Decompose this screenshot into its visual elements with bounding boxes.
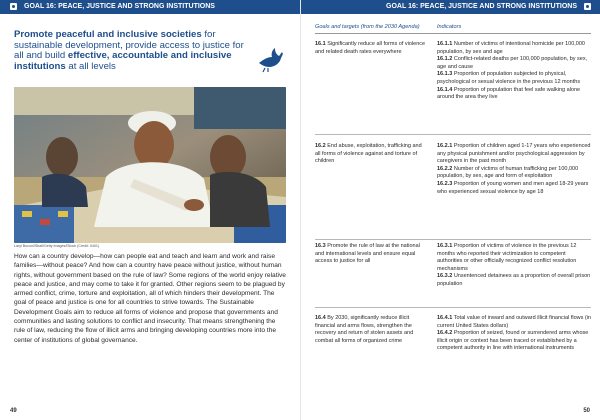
- indicator-text: Total value of inward and outward illicit financial flows (in current United States dollars): [437, 315, 591, 329]
- page-number-right: 50: [583, 408, 590, 414]
- page-number-left: 49: [10, 408, 17, 414]
- table-row: [315, 238, 591, 308]
- goal-headline: [14, 30, 254, 72]
- indicator-code: 16.2.1: [437, 143, 453, 149]
- headline-part2: for sustainable development, provide access to justice for all and build: [14, 29, 244, 62]
- indicator-text: Proportion of victims of violence in the previous 12 months who reported their victimization to competent authorities or other officially recognized conflict resolution mechanisms: [437, 243, 577, 272]
- indicator-text: Conflict-related deaths per 100,000 population, by sex, age and cause: [437, 56, 588, 70]
- indicator-item: [437, 143, 591, 166]
- target-code: 16.4: [315, 315, 326, 321]
- indicator-code: 16.2.2: [437, 165, 453, 172]
- table-row: [315, 310, 591, 390]
- header-band-right: [301, 0, 600, 14]
- photo-illustration: [14, 87, 286, 243]
- indicator-text: Proportion of seized, found or surrendered arms whose illicit origin or context has been traced or established by a competent authority in line with international instruments: [437, 330, 589, 352]
- indicator-item: [437, 181, 591, 196]
- headline-part3: effective, accountable and inclusive institutions: [14, 50, 232, 72]
- indicator-code: 16.1.4: [437, 86, 453, 93]
- indicator-item: [437, 41, 591, 56]
- target-cell: [315, 41, 427, 56]
- indicators-cell: [437, 243, 591, 289]
- goal-badge-icon: [10, 3, 17, 10]
- target-cell: [315, 143, 427, 166]
- indicator-text: Number of victims of intentional homicide per 100,000 population, by sex and age: [437, 41, 585, 55]
- target-cell: [315, 243, 427, 266]
- target-cell: [315, 315, 427, 345]
- header-title-right: GOAL 16: PEACE, JUSTICE AND STRONG INSTITUTIONS: [386, 3, 577, 10]
- dove-icon: [256, 44, 286, 74]
- right-page: [300, 0, 600, 420]
- header-band-left: [0, 0, 300, 14]
- table-header: [315, 22, 591, 34]
- indicator-item: [437, 315, 591, 330]
- target-text: Promote the rule of law at the national and international levels and ensure equal access to justice for all: [315, 243, 420, 265]
- target-code: 16.2: [315, 143, 326, 149]
- indicator-item: [437, 56, 591, 71]
- indicator-code: 16.3.2: [437, 273, 453, 280]
- target-text: By 2030, significantly reduce illicit financial and arms flows, strengthen the recovery and return of stolen assets and combat all forms of organized crime: [315, 315, 414, 344]
- indicator-item: [437, 71, 591, 86]
- indicator-item: [437, 330, 591, 353]
- target-code: 16.3: [315, 243, 326, 249]
- indicator-text: Proportion of population subjected to physical, psychological or sexual violence in the previous 12 months: [437, 71, 581, 85]
- body-paragraph: How can a country develop—how can people eat and teach and learn and work and raise families—without peace? And how can a country have peace without justice, without human rights, without government based on the rule of law? Some regions of the world enjoy relative peace and justice, and may come to take it for granted. Other regions seem to be plagued by armed conflict, crime, torture and exploitation, all of which hinders their development. The goal of peace and justice is one for all countries to strive towards. The Sustainable Development Goals aim to reduce all forms of violence and propose that governments and communities and lasting solutions to conflict and insecurity. That means strengthening the rule of law, reducing the flow of illicit arms and bringing developing countries more into the center of institutions of global governance.: [14, 253, 286, 344]
- indicator-item: [437, 166, 591, 181]
- indicator-code: 16.1.1: [437, 41, 453, 47]
- target-text: Significantly reduce all forms of violence and related death rates everywhere: [315, 41, 426, 55]
- col-header-goals: Goals and targets (from the 2030 Agenda): [315, 24, 420, 30]
- indicator-code: 16.4.1: [437, 315, 453, 321]
- indicator-text: Proportion of population that feel safe walking alone around the area they live: [437, 86, 581, 101]
- indicators-cell: [437, 315, 591, 353]
- indicator-code: 16.2.3: [437, 180, 453, 187]
- headline-part1: Promote peaceful and inclusive societies: [14, 29, 202, 40]
- target-text: End abuse, exploitation, trafficking and all forms of violence against and torture of children: [315, 143, 422, 165]
- table-row: [315, 36, 591, 135]
- col-header-indicators: Indicators: [437, 24, 462, 30]
- photo-caption: Laryi Boconi/Sbati/Getty Images/iStock (Credit: 0401): [14, 244, 100, 248]
- indicator-text: Proportion of children aged 1-17 years who experienced any physical punishment and/or psychological aggression by caregivers in the past month: [437, 143, 591, 165]
- indicator-text: Number of victims of human trafficking per 100,000 population, by sex, age and form of exploitation: [437, 165, 579, 180]
- indicator-code: 16.1.3: [437, 71, 453, 78]
- indicators-cell: [437, 143, 591, 196]
- indicator-code: 16.1.2: [437, 56, 453, 63]
- signing-photo: [14, 87, 286, 243]
- indicator-code: 16.3.1: [437, 243, 453, 249]
- indicator-text: Proportion of young women and men aged 18-29 years who experienced sexual violence by age 18: [437, 180, 589, 195]
- indicator-item: [437, 243, 591, 273]
- goal-badge-icon: [584, 3, 591, 10]
- indicator-code: 16.4.2: [437, 330, 453, 337]
- target-code: 16.1: [315, 41, 326, 47]
- headline-part4: at all levels: [65, 60, 116, 72]
- header-title-left: GOAL 16: PEACE, JUSTICE AND STRONG INSTITUTIONS: [24, 3, 215, 10]
- indicator-text: Unsentenced detainees as a proportion of overall prison population: [437, 273, 591, 287]
- indicator-item: [437, 87, 591, 102]
- indicators-cell: [437, 41, 591, 102]
- indicator-item: [437, 273, 591, 288]
- table-row: [315, 138, 591, 240]
